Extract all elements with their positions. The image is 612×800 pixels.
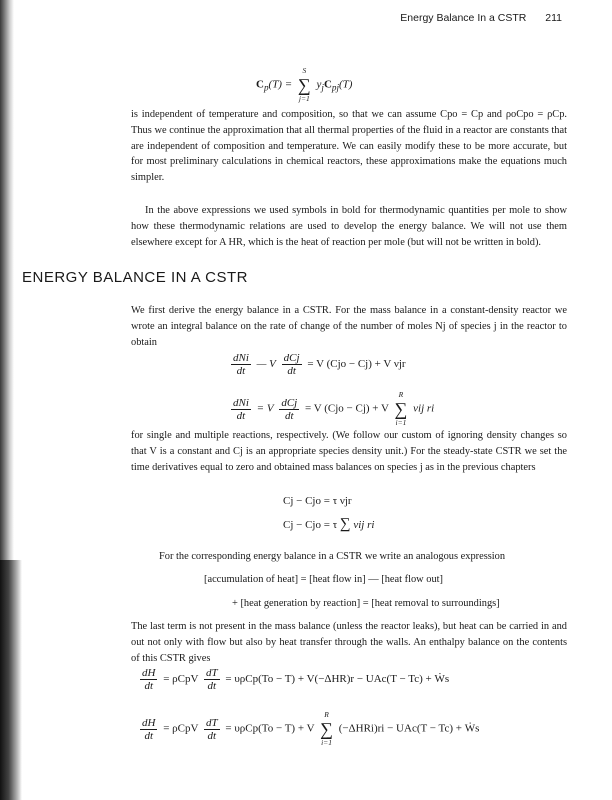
- section-heading: ENERGY BALANCE IN A CSTR: [22, 269, 248, 286]
- energy-balance-multiple-equation: $\frac{dH}{dt}$ = ρCpV $\frac{dT}{dt}$ = υρCp(To − T) + V R ∑ i=1 (−ΔHRi)ri − UAc(T − Tc) + Ẇs: [142, 710, 480, 747]
- paragraph-thermal-properties: is independent of temperature and composition, so that we can assume Cpo = Cp and ρoCpo = ρCp. Thus we continue the approximation that all thermal properties of the fluid in a reactor are constants that are independent of composition and temperature. We can easily modify these to be more accurate, but for most preliminary calculations in chemical reactors, these approximations make the equations much simpler.: [131, 109, 567, 184]
- balance-statement-line-1: [accumulation of heat] = [heat flow in] — [heat flow out]: [204, 574, 443, 585]
- summation-symbol: R ∑ i=1: [394, 390, 408, 427]
- running-title: Energy Balance In a CSTR: [400, 12, 527, 24]
- heat-capacity-equation: $C_p(T)$ = S ∑ j=1 $y_jC_{pj}(T)$: [256, 66, 353, 103]
- paragraph-energy-intro: For the corresponding energy balance in a CSTR we write an analogous expression: [159, 551, 506, 562]
- mass-balance-single-equation: $\frac{\text{dNi}}{dt}$ — V $\frac{\text{dCj}}{dt}$ = V (Cjo − Cj) + V νjr: [233, 352, 406, 377]
- steady-state-single-equation: Cj − Cjo = τ νjr: [283, 495, 352, 507]
- paragraph-mass-balance: We first derive the energy balance in a CSTR. For the mass balance in a constant-density reactor we wrote an integral balance on the rate of change of the number of moles Nj of species j in the reactor to obtain: [131, 305, 567, 348]
- page-binding-shadow-dark: [0, 560, 22, 800]
- steady-state-multiple-equation: Cj − Cjo = τ ∑ νij ri: [283, 516, 375, 532]
- running-header: [400, 12, 562, 24]
- energy-balance-single-equation: $\frac{dH}{dt}$ = ρCpV $\frac{dT}{dt}$ = υρCp(To − T) + V(−ΔHR)r − UAc(T − Tc) + Ẇs: [142, 667, 450, 692]
- page-number: 211: [545, 12, 562, 24]
- summation-symbol: S ∑ j=1: [297, 66, 311, 103]
- paragraph-enthalpy-balance: The last term is not present in the mass balance (unless the reactor leaks), but heat can be carried in and out not only with flow but also by heat transfer through the walls. An enthalpy balance on the contents of this CSTR gives: [131, 621, 567, 664]
- balance-statement-line-2: + [heat generation by reaction] = [heat removal to surroundings]: [232, 598, 500, 609]
- mass-balance-multiple-equation: $\frac{\text{dNi}}{dt}$ = V $\frac{\text{dCj}}{dt}$ = V (Cjo − Cj) + V R ∑ i=1 νij ri: [233, 390, 435, 427]
- summation-symbol: R ∑ i=1: [320, 710, 333, 747]
- paragraph-steady-state: for single and multiple reactions, respectively. (We follow our custom of ignoring density changes so that V is a constant and Cj is an appropriate species density unit.) For the steady-state CSTR we set the time derivatives equal to zero and obtained mass balances on species j as in the previous chapters: [131, 430, 567, 473]
- paragraph-bold-symbols: In the above expressions we used symbols in bold for thermodynamic quantities per mole to show how these thermodynamic relations are used to develop the energy balance. We will not use them elsewhere except for A HR, which is the heat of reaction per mole (but will not be written in bold).: [131, 205, 567, 248]
